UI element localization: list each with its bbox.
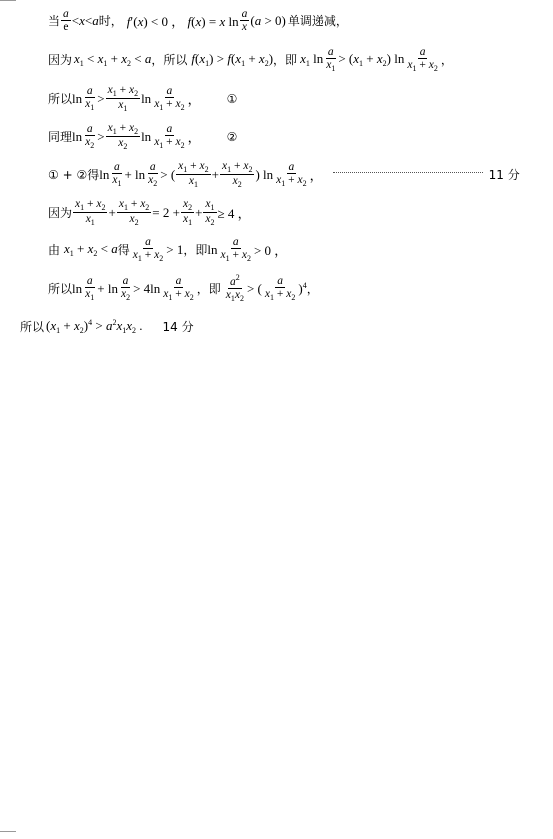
- text-so-9: 所以: [20, 320, 45, 334]
- frac-sum-over-x1-5: $\frac{x_1 + x_2}{x_1}$: [178, 160, 209, 190]
- label-circle-2: ②: [226, 129, 238, 144]
- line-3: [48, 84, 237, 114]
- text-then: 时，: [98, 14, 123, 29]
- math-plus: +: [195, 204, 203, 220]
- text-comma: ，: [440, 53, 453, 68]
- frac-x1-over-x2: $\frac{x_1}{x_2}$: [205, 198, 215, 228]
- math-ln: ln: [72, 128, 83, 144]
- corner-mark-top: [0, 0, 16, 1]
- text-decreasing: 单调递减，: [287, 14, 348, 29]
- line-1: [48, 8, 348, 33]
- text-so-3: 所以: [48, 92, 73, 107]
- frac-a-over-x2-5: $\frac{a}{x_2}$: [148, 161, 158, 189]
- frac-a-over-sum: $\frac{a}{x_1 + x_2}$: [407, 46, 438, 74]
- math-gt-paren: > (: [246, 280, 262, 296]
- frac-sum-over-x2-5: $\frac{x_1 + x_2}{x_2}$: [221, 160, 253, 190]
- math-ln: ln: [99, 166, 110, 182]
- text-comma-8: ，: [306, 282, 319, 297]
- line-9: [20, 318, 194, 335]
- frac-a-over-sum-3: $\frac{a}{x_1 + x_2}$: [154, 85, 185, 113]
- frac-a-over-x1-5: $\frac{a}{x_1}$: [112, 161, 122, 189]
- math-plus: +: [108, 204, 116, 220]
- text-so-8: 所以: [48, 282, 73, 297]
- line-8: [48, 274, 319, 303]
- math-ln-2: ln: [141, 128, 152, 144]
- frac-a-over-sum-8b: $\frac{a}{x_1 + x_2}$: [264, 275, 296, 303]
- frac-a-over-x: $\frac{a}{x}$: [241, 8, 248, 34]
- text-so: ，所以: [151, 53, 188, 68]
- frac-a-over-x1-3: $\frac{a}{x_1}$: [85, 85, 95, 113]
- dotted-leader: [333, 172, 483, 173]
- math-gt: >: [97, 90, 105, 106]
- text-because: 因为: [48, 53, 73, 68]
- math-plus-ln: + ln: [124, 166, 146, 182]
- math-comma: ，: [309, 168, 323, 184]
- frac-sum-over-x2: $\frac{x_1 + x_2}{x_2}$: [107, 122, 139, 152]
- math-paren-ln: ) ln: [255, 166, 274, 182]
- frac-sum-over-x2-6: $\frac{x_1 + x_2}{x_2}$: [118, 198, 150, 228]
- text-from: 由: [48, 243, 61, 258]
- frac-sum-over-x1-6: $\frac{x_1 + x_2}{x_1}$: [75, 198, 106, 228]
- line-2: [48, 46, 453, 73]
- frac-a-over-sum-7: $\frac{a}{x_1 + x_2}$: [132, 236, 164, 264]
- frac-a-over-sum-8: $\frac{a}{x_1 + x_2}$: [163, 275, 194, 303]
- math-sum-ln: > $(x_1 + x_2)$ ln: [338, 51, 405, 69]
- frac-a-over-e: $\frac{a}{e}$: [63, 8, 69, 34]
- math-x1ln: $x_1$ ln: [300, 51, 324, 69]
- math-gt-4ln: > 4ln: [133, 280, 161, 296]
- line-4: [48, 122, 237, 152]
- math-pow4: )$^4$: [298, 280, 307, 296]
- frac-a-over-x2-8: $\frac{a}{x_2}$: [120, 275, 131, 303]
- math-comma: ，: [187, 92, 201, 108]
- line-7: [48, 236, 287, 263]
- text-ie-7: ，即: [183, 243, 208, 258]
- frac-a-over-x2: $\frac{a}{x_2}$: [85, 123, 95, 151]
- frac-a-over-x1-8: $\frac{a}{x_1}$: [85, 275, 95, 303]
- math-range: <x<a: [71, 12, 99, 28]
- math-ln: ln: [207, 241, 218, 257]
- math-ln-2: ln: [141, 90, 152, 106]
- frac-a2-over-x1x2: $\frac{a^2}{x_1x_2}$: [225, 273, 244, 304]
- frac-sum-over-x1: $\frac{x_1 + x_2}{x_1}$: [107, 84, 139, 114]
- math-comma: ，: [187, 130, 201, 146]
- math-gt-0: > 0 ，: [253, 243, 288, 259]
- math-gt: >: [97, 128, 105, 144]
- math-sum-lt-a: $x_1 + x_2 < a$: [64, 241, 118, 259]
- corner-mark-bottom: [0, 831, 16, 832]
- math-derivative: f′(x) < 0 ， f(x) = x ln: [126, 14, 239, 30]
- math-geq-4: ≥ 4 ，: [217, 206, 251, 222]
- math-plus: +: [211, 166, 219, 182]
- text-sum-gives: ① + ②得: [48, 168, 100, 183]
- math-ln: ln: [72, 90, 83, 106]
- math-ln: ln: [72, 280, 83, 296]
- math-gt-paren: > (: [160, 166, 176, 182]
- frac-a-over-sum-7b: $\frac{a}{x_1 + x_2}$: [220, 236, 251, 264]
- line-6: [48, 198, 251, 228]
- math-conclusion: $(x_1 + x_2)^4 > a^2x_1x_2$ .: [46, 318, 143, 335]
- label-circle-1: ①: [226, 91, 238, 106]
- text-because-6: 因为: [48, 206, 73, 221]
- math-condition: (a > 0): [250, 12, 286, 28]
- text-similarly: 同理: [48, 130, 73, 145]
- text-ie-8: ，即: [196, 282, 221, 297]
- math-ineq-a: $x_1 < x_1 + x_2 < a$: [74, 51, 152, 69]
- frac-x2-over-x1: $\frac{x_2}{x_1}$: [182, 198, 193, 228]
- math-gt-1: > 1: [166, 241, 184, 257]
- text-when: 当: [48, 14, 61, 29]
- math-f-ineq: $f(x_1) > f(x_1 + x_2)$: [191, 51, 274, 69]
- math-eq-2-plus: = 2 +: [152, 204, 180, 220]
- line-5: [48, 160, 520, 190]
- score-14: 14 分: [162, 320, 194, 334]
- frac-a-over-sum-4: $\frac{a}{x_1 + x_2}$: [154, 123, 185, 151]
- frac-a-over-sum-5: $\frac{a}{x_1 + x_2}$: [276, 161, 307, 189]
- text-get: 得: [117, 243, 130, 258]
- text-ie: ，即: [273, 53, 298, 68]
- score-11: 11 分: [488, 168, 520, 183]
- math-plus-ln: + ln: [97, 280, 118, 296]
- frac-a-over-x1: $\frac{a}{x_1}$: [326, 46, 336, 74]
